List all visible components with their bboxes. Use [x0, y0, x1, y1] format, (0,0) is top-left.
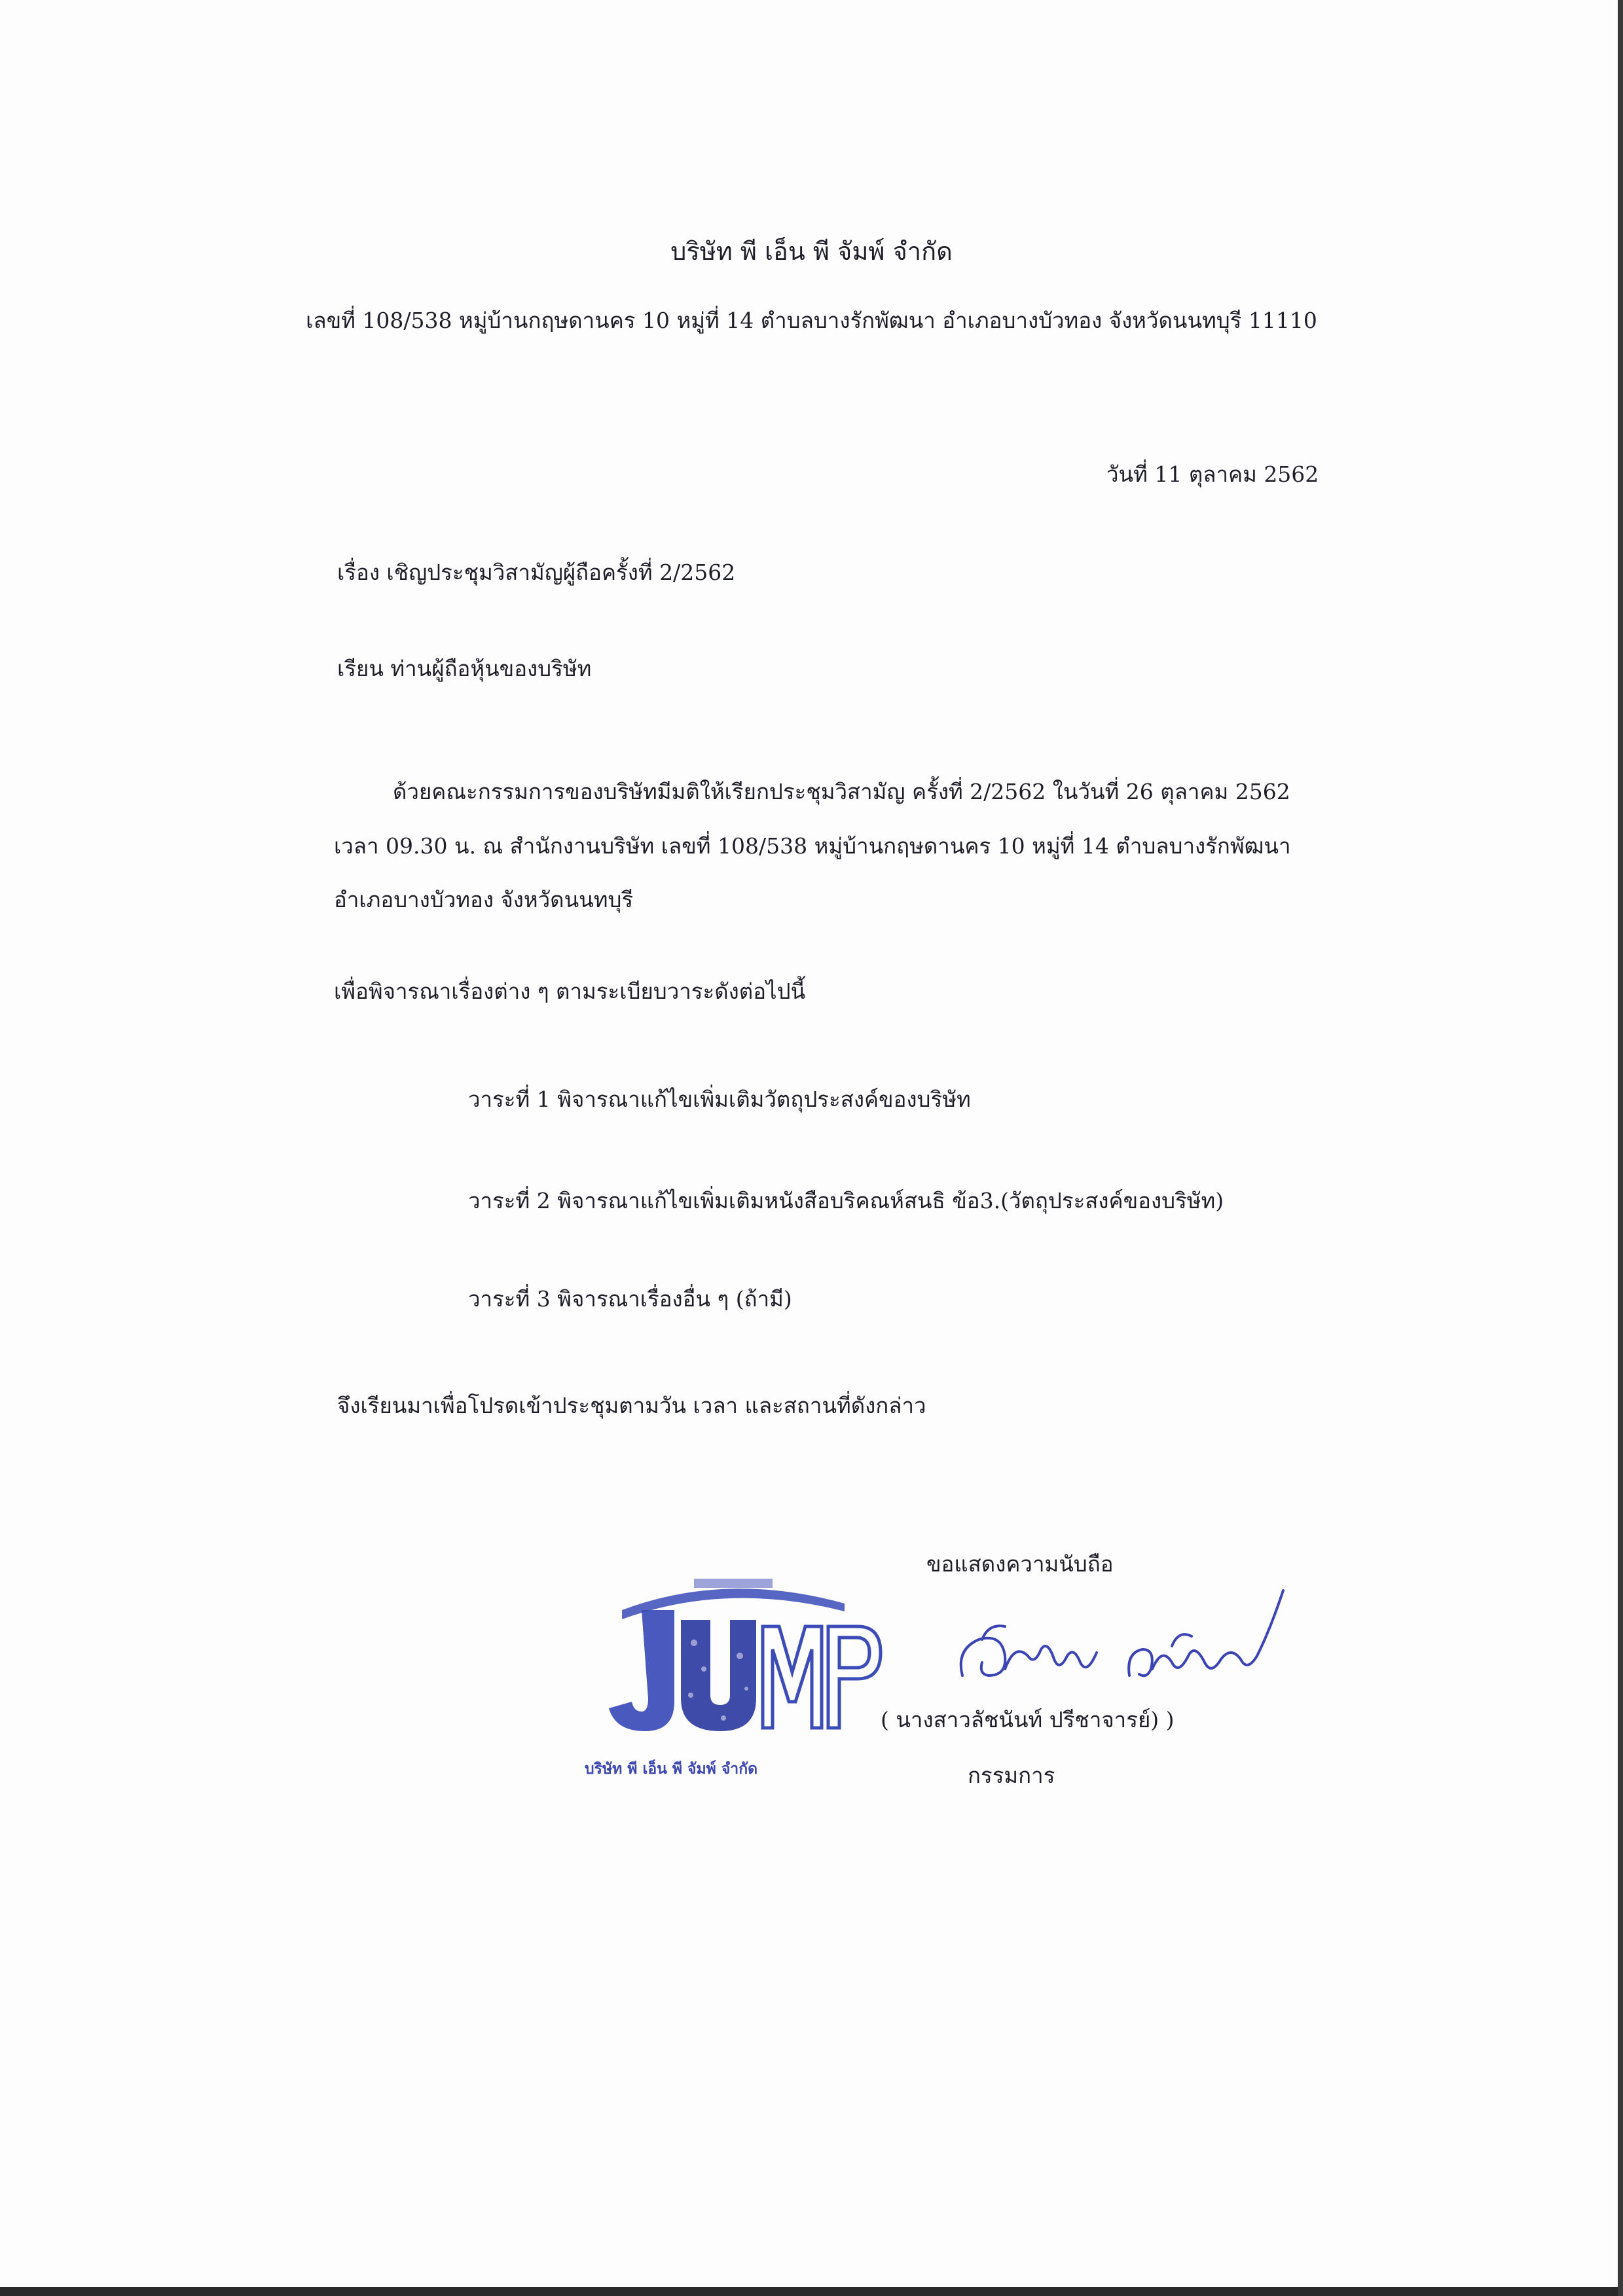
- letter-recipient: เรียน ท่านผู้ถือหุ้นของบริษัท: [337, 656, 592, 681]
- scan-edge-right: [1618, 0, 1623, 2296]
- body-line-1: ด้วยคณะกรรมการของบริษัทมีมติให้เรียกประชุมวิสามัญ ครั้งที่ 2/2562 ในวันที่ 26 ตุลาคม 2562: [393, 779, 1290, 804]
- seal-caption: บริษัท พี เอ็น พี จัมพ์ จำกัด: [585, 1761, 758, 1778]
- letter-subject: เรื่อง เชิญประชุมวิสามัญผู้ถือครั้งที่ 2/2562: [337, 560, 736, 585]
- scan-edge-bottom: [0, 2287, 1623, 2296]
- agenda-item-1: วาระที่ 1 พิจารณาแก้ไขเพิ่มเติมวัตถุประสงค์ของบริษัท: [468, 1086, 971, 1112]
- signer-position: กรรมการ: [968, 1763, 1055, 1788]
- agenda-item-2: วาระที่ 2 พิจารณาแก้ไขเพิ่มเติมหนังสือบริคณห์สนธิ ข้อ3.(วัตถุประสงค์ของบริษัท): [468, 1188, 1224, 1213]
- body-line-2: เวลา 09.30 น. ณ สำนักงานบริษัท เลขที่ 108/538 หมู่บ้านกฤษดานคร 10 หมู่ที่ 14 ตำบลบางรักพัฒนา: [334, 833, 1291, 859]
- signer-name: ( นางสาวลัชนันท์ ปรีชาจารย์) ): [881, 1707, 1175, 1732]
- agenda-item-3: วาระที่ 3 พิจารณาเรื่องอื่น ๆ (ถ้ามี): [468, 1286, 792, 1312]
- company-seal-icon: [596, 1564, 884, 1754]
- body-line-3: อำเภอบางบัวทอง จังหวัดนนทบุรี: [334, 887, 634, 912]
- regards-line: ขอแสดงความนับถือ: [926, 1551, 1114, 1577]
- company-address: เลขที่ 108/538 หมู่บ้านกฤษดานคร 10 หมู่ที่ 14 ตำบลบางรักพัฒนา อำเภอบางบัวทอง จังหวัดนนทบุรี 11110: [306, 308, 1317, 333]
- handwritten-signature-icon: [943, 1577, 1296, 1702]
- purpose-line: เพื่อพิจารณาเรื่องต่าง ๆ ตามระเบียบวาระดังต่อไปนี้: [334, 978, 806, 1004]
- company-name: บริษัท พี เอ็น พี จัมพ์ จำกัด: [670, 237, 953, 266]
- letter-date: วันที่ 11 ตุลาคม 2562: [1106, 461, 1319, 487]
- closing-line: จึงเรียนมาเพื่อโปรดเข้าประชุมตามวัน เวลา และสถานที่ดังกล่าว: [337, 1393, 926, 1418]
